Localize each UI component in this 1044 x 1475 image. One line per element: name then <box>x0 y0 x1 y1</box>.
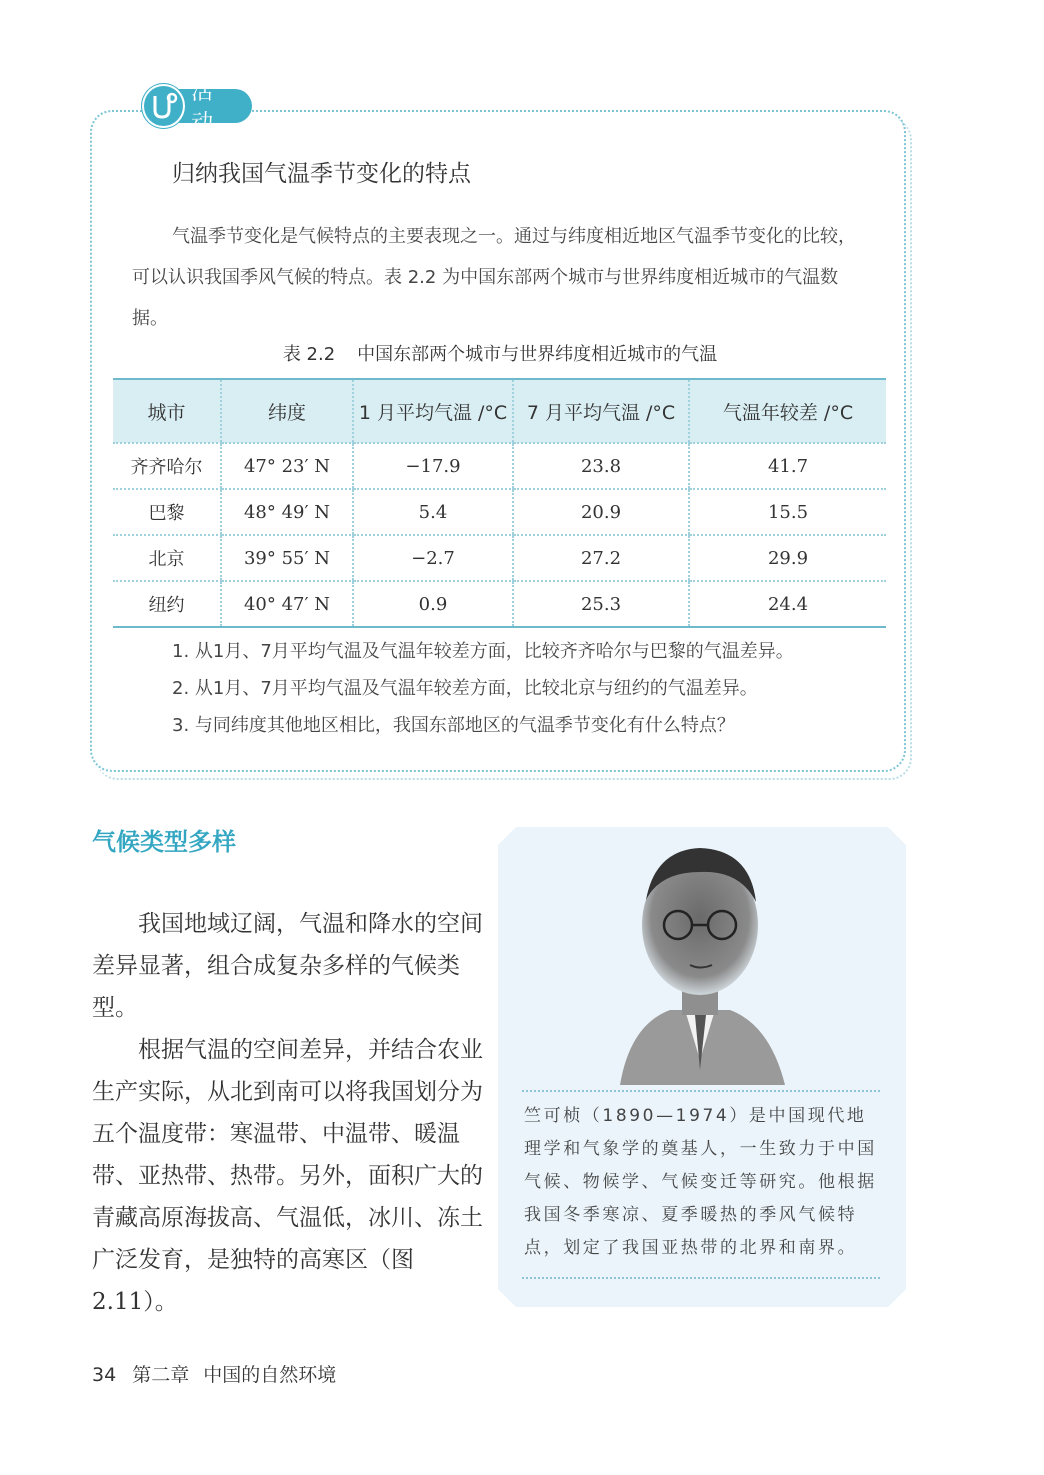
page-number: 34 <box>92 1364 117 1386</box>
table-cell: 0.9 <box>353 581 513 627</box>
table-row <box>113 443 886 489</box>
table-header-cell: 7 月平均气温 /°C <box>513 379 689 443</box>
table-cell: 29.9 <box>689 535 886 581</box>
portrait-image <box>600 830 800 1085</box>
biography-rule-bottom <box>522 1277 880 1279</box>
table-header-cell: 城市 <box>113 379 221 443</box>
table-cell: 巴黎 <box>113 489 221 535</box>
page-footer <box>92 1360 336 1387</box>
table-cell: 47° 23′ N <box>221 443 353 489</box>
table-cell: 23.8 <box>513 443 689 489</box>
table-header-cell: 1 月平均气温 /°C <box>353 379 513 443</box>
temperature-table <box>113 378 886 628</box>
table-cell: −17.9 <box>353 443 513 489</box>
activity-badge <box>142 80 252 136</box>
chapter-title: 中国的自然环境 <box>203 1364 337 1386</box>
activity-badge-label: 活动 <box>177 89 252 123</box>
table-cell: 15.5 <box>689 489 886 535</box>
activity-paragraph-text: 气温季节变化是气候特点的主要表现之一。通过与纬度相近地区气温季节变化的比较，可以认识我国季风气候的特点。表 2.2 为中国东部两个城市与世界纬度相近城市的气温数据。 <box>132 226 856 329</box>
biography-text: 竺可桢（1890—1974）是中国现代地理学和气象学的奠基人，一生致力于中国气候、物候学、气候变迁等研究。他根据我国冬季寒凉、夏季暖热的季风气候特点，划定了我国亚热带的北界和南界。 <box>524 1106 877 1258</box>
question-item: 3. 与同纬度其他地区相比，我国东部地区的气温季节变化有什么特点？ <box>172 715 735 736</box>
table-header-row <box>113 379 886 443</box>
section-body <box>92 903 484 1323</box>
table-row <box>113 489 886 535</box>
table-cell: 25.3 <box>513 581 689 627</box>
table-cell: 40° 47′ N <box>221 581 353 627</box>
table-cell: 5.4 <box>353 489 513 535</box>
table-cell: 北京 <box>113 535 221 581</box>
activity-questions <box>172 633 794 744</box>
biography-rule-top <box>522 1090 880 1092</box>
table-row <box>113 581 886 627</box>
table-cell: 齐齐哈尔 <box>113 443 221 489</box>
table-cell: 纽约 <box>113 581 221 627</box>
body-paragraph: 根据气温的空间差异，并结合农业生产实际，从北到南可以将我国划分为五个温度带：寒温带、中温带、暖温带、亚热带、热带。另外，面积广大的青藏高原海拔高、气温低，冰川、冻土广泛发育，是独特的高寒区（图 2.11）。 <box>92 1037 483 1315</box>
table-cell: 27.2 <box>513 535 689 581</box>
table-cell: 48° 49′ N <box>221 489 353 535</box>
table-cell: 41.7 <box>689 443 886 489</box>
table-caption-text: 中国东部两个城市与世界纬度相近城市的气温 <box>357 344 718 365</box>
table-cell: 24.4 <box>689 581 886 627</box>
section-heading: 气候类型多样 <box>92 828 236 856</box>
table-caption <box>0 340 1000 366</box>
chapter-label: 第二章 <box>132 1364 190 1386</box>
table-cell: 39° 55′ N <box>221 535 353 581</box>
question-item: 2. 从1月、7月平均气温及气温年较差方面，比较北京与纽约的气温差异。 <box>172 678 758 699</box>
question-item: 1. 从1月、7月平均气温及气温年较差方面，比较齐齐哈尔与巴黎的气温差异。 <box>172 641 794 662</box>
activity-title: 归纳我国气温季节变化的特点 <box>172 161 471 187</box>
body-paragraph: 我国地域辽阔，气温和降水的空间差异显著，组合成复杂多样的气候类型。 <box>92 911 483 1021</box>
table-caption-number: 表 2.2 <box>282 344 336 365</box>
table-header-cell: 气温年较差 /°C <box>689 379 886 443</box>
table-cell: 20.9 <box>513 489 689 535</box>
table-row <box>113 535 886 581</box>
activity-icon <box>142 84 185 128</box>
table-cell: −2.7 <box>353 535 513 581</box>
activity-paragraph <box>132 216 872 339</box>
table-header-cell: 纬度 <box>221 379 353 443</box>
